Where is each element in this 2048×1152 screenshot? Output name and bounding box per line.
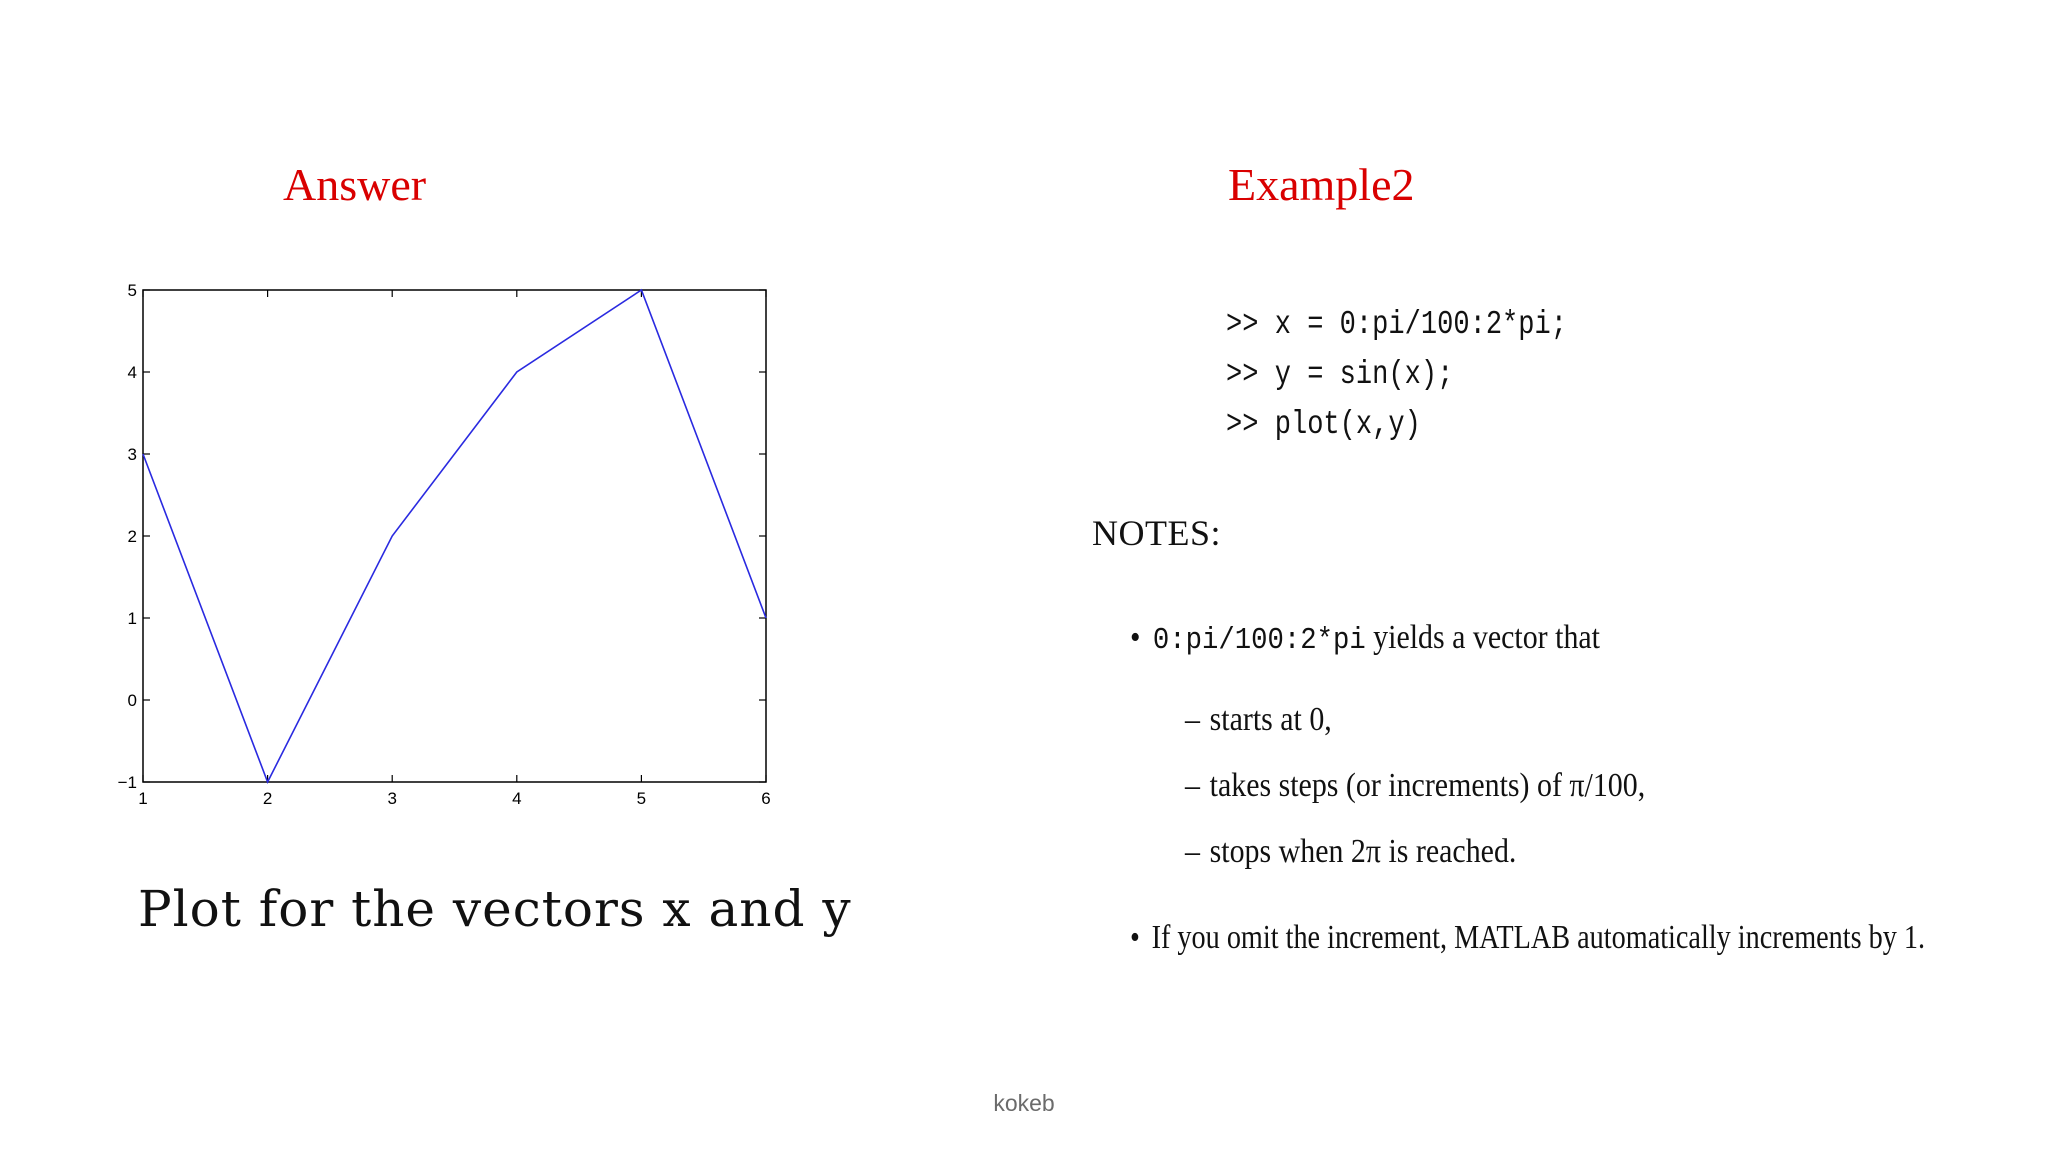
bullet-1-text: yields a vector that [1373,619,1601,656]
bullet-2-text: If you omit the increment, MATLAB automatically increments by 1. [1151,919,1926,956]
sub-item-2 [1185,766,1645,806]
x-tick-label: 5 [636,789,647,808]
x-tick-label: 4 [512,789,522,808]
series-line [143,290,766,782]
y-tick-label: 0 [127,691,137,710]
y-tick-label: 3 [127,445,137,464]
bullet-item-2 [1130,918,1925,958]
y-tick-label: 1 [127,609,137,628]
bullet-item-1 [1130,618,1600,661]
sub-item-1 [1185,700,1332,740]
y-tick-label: 2 [127,527,137,546]
y-tick-label: 5 [127,281,137,300]
x-tick-label: 6 [761,789,771,808]
code-block [1226,300,1567,450]
sub-item-2-text: takes steps (or increments) of π/100, [1209,767,1646,804]
bullet-1-code: 0:pi/100:2*pi [1152,623,1366,658]
y-tick-label: −1 [117,773,137,792]
code-line-2: >> y = sin(x); [1226,356,1454,393]
line-chart-svg [110,272,790,822]
y-tick-label: 4 [127,363,137,382]
sub-item-1-text: starts at 0, [1209,701,1332,738]
bullet-icon: • [1130,619,1141,656]
sub-item-3 [1185,832,1516,872]
x-tick-label: 3 [387,789,397,808]
example2-heading: Example2 [1228,159,1415,210]
x-tick-label: 2 [262,789,273,808]
dash-icon: – [1185,701,1200,738]
plot-caption: Plot for the vectors x and y [138,880,852,938]
plot-frame [143,290,766,782]
dash-icon: – [1185,833,1200,870]
dash-icon: – [1185,767,1200,804]
sub-item-3-text: stops when 2π is reached. [1209,833,1517,870]
line-chart [110,272,790,822]
code-line-1: >> x = 0:pi/100:2*pi; [1226,306,1568,343]
notes-title: NOTES: [1092,513,1221,553]
footer-author: kokeb [993,1090,1055,1116]
answer-heading: Answer [283,159,427,210]
bullet-icon: • [1130,919,1140,956]
code-line-3: >> plot(x,y) [1226,406,1421,443]
x-tick-label: 1 [138,789,148,808]
